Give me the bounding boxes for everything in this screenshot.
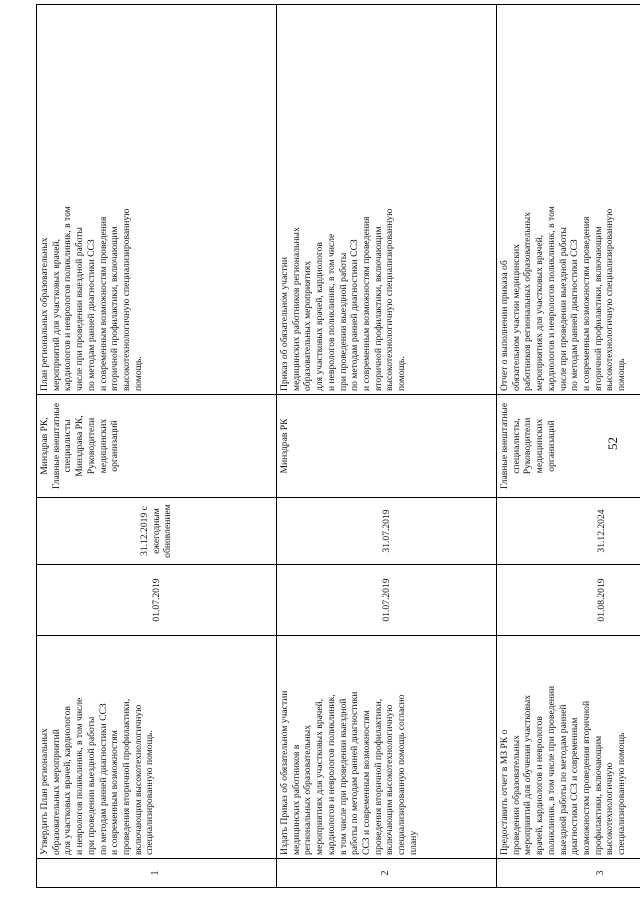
end-date-cell: 31.12.2024 xyxy=(497,498,640,565)
row-number: 3 xyxy=(497,859,640,888)
result-cell: План региональных образовательных мероприятий для участковых врачей, кардиологов и неврологов поликлиник, в том числе при проведении выездной работы по методам ранней диагностики ССЗ и современным возможностям проведения вторичной профилактики, включающим высокотехнологичную специализированную помощь. xyxy=(37,5,277,395)
result-cell: Отчет о выполнении приказа об обязательном участии медицинских работников региональных образовательных мероприятиях для участковых врачей, кардиологов и неврологов поликлиник, в том числе при проведении выездной работы по методам ранней диагностики ССЗ и современным возможностям проведения вторичной профилактики, включающим высокотехнологичную специализированную помощь xyxy=(497,5,640,395)
responsible-cell: Минздрав РК xyxy=(277,395,497,498)
responsible-cell: Минздрав РК, Главные внештатные специалисты Минздрава РК, Руководители медицинских организаций xyxy=(37,395,277,498)
result-cell: Приказ об обязательном участии медицинских работников региональных образовательных мероприятиях для участковых врачей, кардиологов и неврологов поликлиник, в том числе при проведении выездной работы по методам ранней диагностики ССЗ и современным возможностям проведения вторичной профилактики, включающим высокотехнологичную специализированную помощь. xyxy=(277,5,497,395)
table-row xyxy=(37,5,277,888)
start-date-cell: 01.07.2019 xyxy=(37,565,277,636)
measures-table xyxy=(36,4,640,888)
start-date-cell: 01.08.2019 xyxy=(497,565,640,636)
start-date-cell: 01.07.2019 xyxy=(277,565,497,636)
page-number: 52 xyxy=(605,437,620,450)
task-cell: Предоставить отчет в МЗ РК о проведении образовательных мероприятий для обучения участковых врачей, кардиологов и неврологов поликлиник, в том числе при проведении выездной работы по методам ранней диагностики ССЗ и современным возможностям проведения вторичной профилактики, включающим высокотехнологичную специализированную помощь xyxy=(497,636,640,859)
responsible-cell: Главные внештатные специалисты, Руководители медицинских организаций xyxy=(497,395,640,498)
end-date-cell: 31.12.2019 с ежегодным обновлением xyxy=(37,498,277,565)
row-number: 1 xyxy=(37,859,277,888)
task-cell: Утвердить План региональных образовательных мероприятий для участковых врачей, кардиологов и неврологов поликлиник, в том числе при проведении выездной работы по методам ранней диагностики ССЗ и современным возможностям проведения вторичной профилактики, включающим высокотехнологичную специализированную помощь. xyxy=(37,636,277,859)
end-date-cell: 31.07.2019 xyxy=(277,498,497,565)
table-row xyxy=(277,5,497,888)
task-cell: Издать Приказ об обязательном участии медицинских работников в региональных образовательных мероприятиях для участковых врачей, кардиологов и неврологов поликлиник, в том числе при проведении выездной работы по методам ранней диагностики ССЗ и современным возможностям проведения вторичной профилактики, включающим высокотехнологичную специализированную помощь согласно плану xyxy=(277,636,497,859)
row-number: 2 xyxy=(277,859,497,888)
